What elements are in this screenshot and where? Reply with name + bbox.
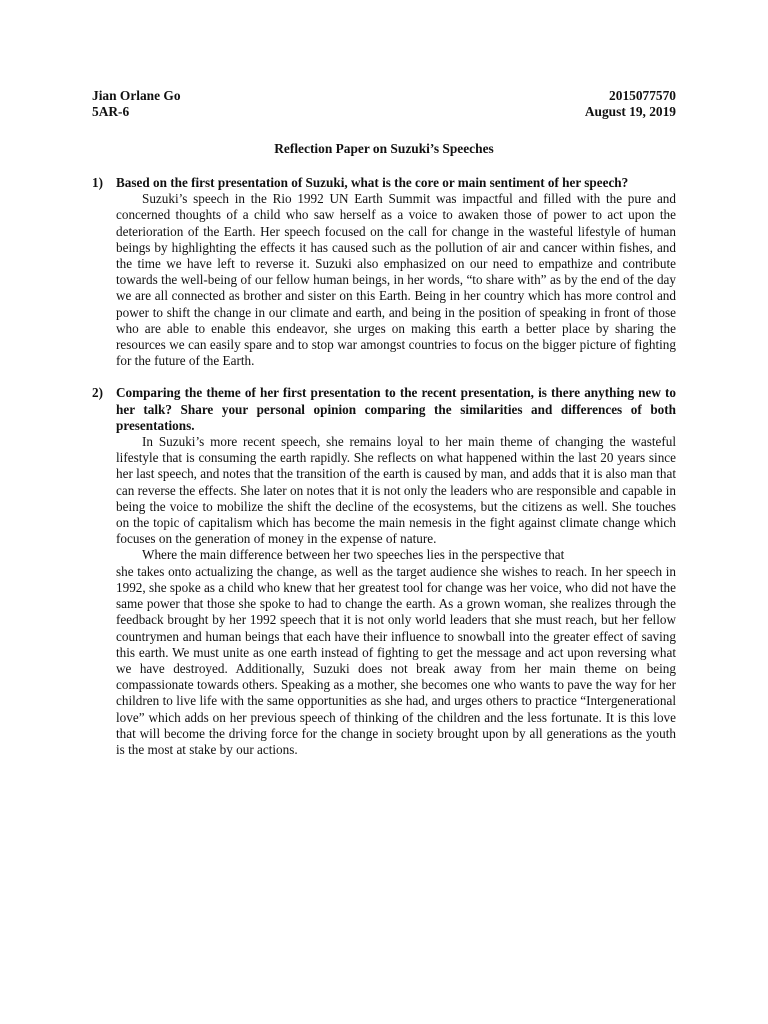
page-title: Reflection Paper on Suzuki’s Speeches: [274, 140, 494, 156]
author-name: Jian Orlane Go: [92, 88, 181, 103]
answer-paragraph: Where the main difference between her two speeches lies in the perspective that: [142, 547, 565, 563]
question-1: [92, 175, 676, 369]
question-body: [116, 385, 676, 758]
question-text: Comparing the theme of her first presentation to the recent presentation, is there anything new to her talk? Share your personal opinion comparing the similarities and differences of both presentations.: [116, 385, 676, 433]
answer-paragraph: she takes onto actualizing the change, as well as the target audience she wishes to reach. In her speech in 1992, she spoke as a child who knew that her greatest tool for change was her voice, who did not have the same power that those she spoke to had to change the earth. As a grown woman, she realizes through the feedback brought by her 1992 speech that it is not only world leaders that she must reach, but her fellow countrymen and human beings that each have their influence to snowball into the greater effect of saving this earth. We must unite as one earth instead of fighting to get the message and act upon reversing what we have destroyed. Additionally, Suzuki does not break away from her main theme on being compassionate towards others. Speaking as a mother, she becomes one who wants to pave the way for her children to live life with the same opportunities as she had, and urges others to practice “Intergenerational love” which adds on her previous speech of thinking of the children and the less fortunate. It is this love that will become the driving force for the change in society brought upon by all generations as the youth is the most at stake by our actions.: [116, 563, 676, 757]
section: 5AR-6: [92, 104, 130, 120]
answer-paragraph: In Suzuki’s more recent speech, she remains loyal to her main theme of changing the wasteful lifestyle that is consuming the earth rapidly. She reflects on what happened within the last 20 years since her last speech, and notes that the transition of the earth is caused by man, and adds that it is also man that can reverse the effects. She later on notes that it is not only the leaders who are responsible and capable in being the voice to mobilize the shift the decline of the ecosystems, but the citizens as well. She touches on the topic of capitalism which has become the main nemesis in the fight against climate change which focuses on the generation of money in the expense of nature.: [116, 434, 676, 547]
question-number: 1): [92, 175, 103, 191]
answer-paragraph: Suzuki’s speech in the Rio 1992 UN Earth Summit was impactful and filled with the pure and concerned thoughts of a child who saw herself as a voice to awaken those of power to act upon the deterioration of the Earth. Her speech focused on the call for change in the wasteful lifestyle of human beings by highlighting the effects it has caused such as the pollution of air and cancer within fishes, and the time we have left to reverse it. Suzuki also emphasized on our need to empathize and contribute towards the well-being of our fellow human beings, in her words, “to share with” as by the end of the day we are all connected as brother and sister on this Earth. Being in her country which has more control and power to shift the change in our climate and earth, and being in the position of speaking in front of those who are able to enable this endeavor, she urges on making this earth a better place by sharing the resources we can easily spare and to stop war amongst countries to focus on the bigger picture of fighting for the future of the Earth.: [116, 191, 676, 369]
student-id: 2015077570: [609, 88, 676, 103]
header: [92, 88, 676, 121]
question-text: Based on the first presentation of Suzuki, what is the core or main sentiment of her speech?: [116, 175, 629, 191]
header-right: [585, 88, 676, 121]
document-page: [92, 88, 676, 758]
date: August 19, 2019: [584, 104, 676, 120]
question-number: 2): [92, 385, 103, 401]
header-left: [92, 88, 181, 121]
question-2: [92, 385, 676, 758]
question-body: [116, 175, 676, 369]
